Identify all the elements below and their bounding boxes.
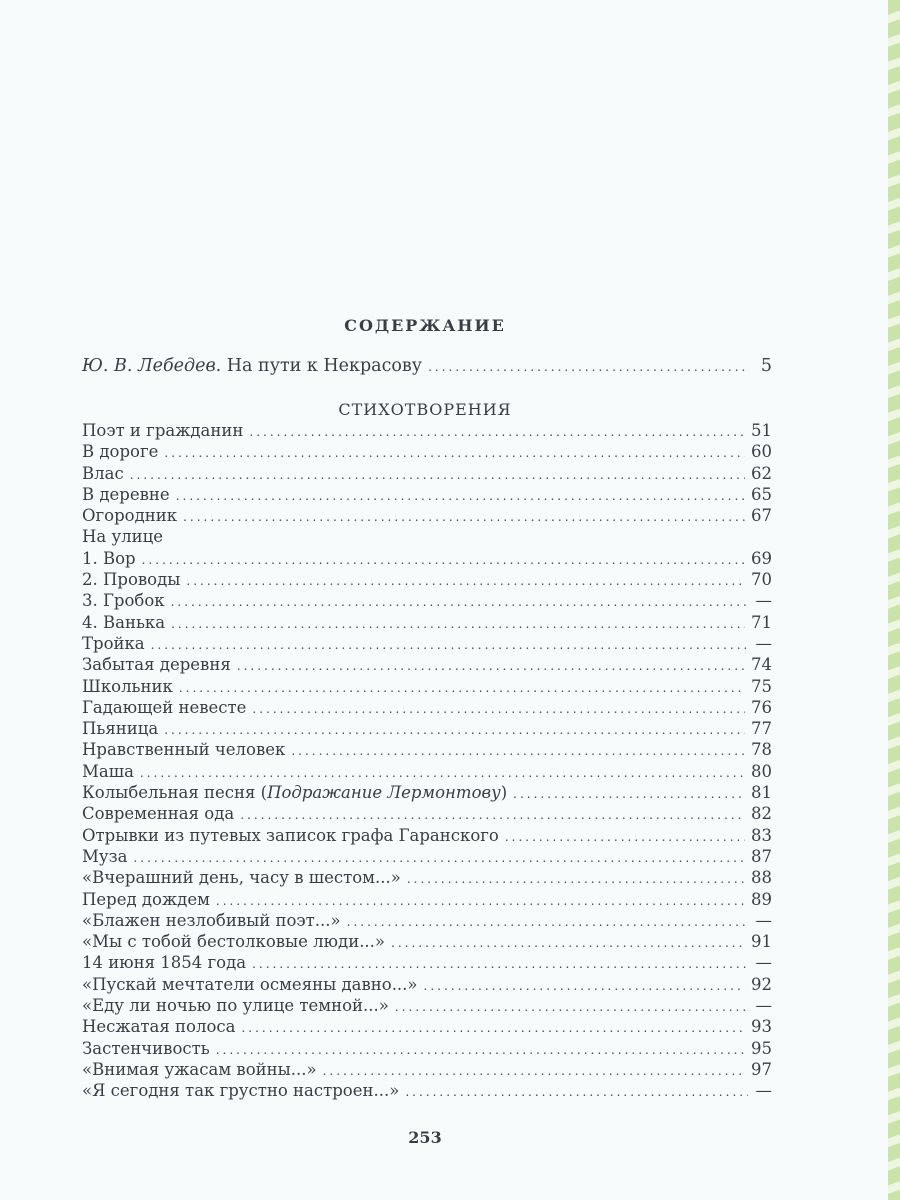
toc-entry[interactable] bbox=[82, 464, 772, 485]
entry-label-text: Несжатая полоса bbox=[82, 1017, 236, 1037]
entry-page: — bbox=[755, 633, 772, 653]
page-edge-green bbox=[888, 0, 900, 1200]
dot-leader bbox=[428, 360, 748, 374]
entry-page: 93 bbox=[751, 1017, 772, 1037]
entry-label bbox=[82, 698, 252, 717]
section-heading: СТИХОТВОРЕНИЯ bbox=[338, 400, 512, 419]
entry-label bbox=[82, 549, 142, 568]
entry-label bbox=[82, 1081, 405, 1100]
entry-label-text: Колыбельная песня ( bbox=[82, 783, 268, 803]
entry-page: 97 bbox=[751, 1059, 772, 1079]
toc-entry[interactable] bbox=[82, 698, 772, 719]
entry-label-text: Муза bbox=[82, 846, 128, 866]
entry-page: 62 bbox=[751, 463, 772, 483]
entry-label-text: Перед дождем bbox=[82, 889, 210, 909]
entry-label-text: «Еду ли ночью по улице темной...» bbox=[82, 996, 389, 1016]
page-title: СОДЕРЖАНИЕ bbox=[344, 316, 506, 335]
entry-label-text: Школьник bbox=[82, 676, 173, 696]
toc-entry[interactable] bbox=[82, 1081, 772, 1102]
dot-leader bbox=[240, 808, 745, 822]
toc-entry[interactable] bbox=[82, 442, 772, 463]
entry-page: — bbox=[755, 1081, 772, 1101]
intro-author: Ю. В. Лебедев. bbox=[82, 356, 222, 376]
entry-label-text: 1. Вор bbox=[82, 548, 136, 568]
entry-label bbox=[82, 421, 249, 440]
entry-page: 83 bbox=[751, 825, 772, 845]
intro-title: На пути к Некрасову bbox=[226, 356, 423, 376]
toc-entry[interactable] bbox=[82, 421, 772, 442]
entry-label bbox=[82, 464, 130, 483]
entry-page: 70 bbox=[751, 570, 772, 590]
entry-label-text: Застенчивость bbox=[82, 1038, 210, 1058]
entry-page: 71 bbox=[751, 612, 772, 632]
toc-entry[interactable] bbox=[82, 356, 772, 377]
entry-page: 76 bbox=[751, 697, 772, 717]
toc-entry[interactable] bbox=[82, 677, 772, 698]
toc-entry[interactable] bbox=[82, 506, 772, 527]
dot-leader bbox=[347, 915, 748, 929]
dot-leader bbox=[176, 489, 745, 503]
dot-leader bbox=[216, 1043, 745, 1057]
entry-page: 95 bbox=[751, 1038, 772, 1058]
page-number: 253 bbox=[408, 1128, 442, 1147]
toc-entry[interactable] bbox=[82, 485, 772, 506]
toc-entry[interactable] bbox=[82, 826, 772, 847]
entry-page: 60 bbox=[751, 442, 772, 462]
toc-entry[interactable] bbox=[82, 890, 772, 911]
dot-leader bbox=[186, 574, 745, 588]
entry-label bbox=[82, 996, 395, 1015]
entry-label bbox=[82, 1060, 323, 1079]
toc-entry[interactable] bbox=[82, 719, 772, 740]
entry-label-text: Современная ода bbox=[82, 804, 235, 824]
dot-leader bbox=[171, 595, 748, 609]
toc-entry[interactable] bbox=[82, 740, 772, 761]
entry-label bbox=[82, 1039, 216, 1058]
toc-entry[interactable] bbox=[82, 762, 772, 783]
toc-list bbox=[82, 421, 772, 1103]
entry-label-text: В дороге bbox=[82, 442, 159, 462]
entry-page: 89 bbox=[751, 889, 772, 909]
entry-label-text: Влас bbox=[82, 463, 124, 483]
entry-label bbox=[82, 890, 216, 909]
dot-leader bbox=[179, 681, 745, 695]
dot-leader bbox=[407, 872, 745, 886]
toc-entry[interactable] bbox=[82, 847, 772, 868]
dot-leader bbox=[505, 830, 745, 844]
toc-entry[interactable] bbox=[82, 527, 772, 548]
entry-label-text: Огородник bbox=[82, 506, 178, 526]
dot-leader bbox=[323, 1064, 745, 1078]
entry-label bbox=[82, 591, 171, 610]
entry-page: 81 bbox=[751, 783, 772, 803]
dot-leader bbox=[142, 553, 745, 567]
toc-entry[interactable] bbox=[82, 1039, 772, 1060]
dot-leader bbox=[252, 702, 745, 716]
entry-label-text: 4. Ванька bbox=[82, 612, 166, 632]
toc-entry[interactable] bbox=[82, 1060, 772, 1081]
dot-leader bbox=[164, 446, 745, 460]
entry-page: — bbox=[755, 591, 772, 611]
entry-label bbox=[82, 527, 169, 546]
entry-label-end: ) bbox=[500, 783, 508, 803]
entry-page: 67 bbox=[751, 506, 772, 526]
toc-entry[interactable] bbox=[82, 655, 772, 676]
entry-label-text: Забытая деревня bbox=[82, 655, 231, 675]
dot-leader bbox=[130, 468, 745, 482]
entry-page: 78 bbox=[751, 740, 772, 760]
dot-leader bbox=[140, 766, 745, 780]
entry-label-text: 14 июня 1854 года bbox=[82, 953, 247, 973]
dot-leader bbox=[513, 787, 745, 801]
entry-label-italic: Подражание Лермонтову bbox=[267, 783, 501, 803]
entry-label bbox=[82, 356, 428, 376]
entry-page: 88 bbox=[751, 868, 772, 888]
toc-intro bbox=[82, 356, 772, 377]
entry-label bbox=[82, 677, 179, 696]
entry-label-text: «Блажен незлобивый поэт...» bbox=[82, 910, 341, 930]
entry-label-text: Поэт и гражданин bbox=[82, 421, 244, 440]
entry-label-text: 3. Гробок bbox=[82, 591, 165, 611]
entry-label bbox=[82, 911, 347, 930]
dot-leader bbox=[237, 659, 745, 673]
toc-entry[interactable] bbox=[82, 975, 772, 996]
dot-leader bbox=[183, 510, 745, 524]
dot-leader bbox=[164, 723, 745, 737]
entry-page: 82 bbox=[751, 804, 772, 824]
entry-label bbox=[82, 740, 291, 759]
entry-label bbox=[82, 953, 252, 972]
dot-leader bbox=[249, 425, 745, 439]
dot-leader bbox=[424, 979, 745, 993]
dot-leader bbox=[395, 1000, 748, 1014]
entry-page: 92 bbox=[751, 974, 772, 994]
entry-label bbox=[82, 613, 171, 632]
entry-label-text: На улице bbox=[82, 527, 164, 547]
dot-leader bbox=[216, 894, 745, 908]
entry-label bbox=[82, 783, 513, 802]
dot-leader bbox=[133, 851, 745, 865]
toc-entry[interactable] bbox=[82, 570, 772, 591]
entry-page: 5 bbox=[760, 356, 772, 376]
entry-label-text: Нравственный человек bbox=[82, 740, 286, 760]
entry-page: — bbox=[755, 953, 772, 973]
entry-label bbox=[82, 719, 164, 738]
toc-entry[interactable] bbox=[82, 1017, 772, 1038]
dot-leader bbox=[151, 638, 748, 652]
entry-label bbox=[82, 1017, 241, 1036]
dot-leader bbox=[391, 936, 745, 950]
entry-label-text: «Мы с тобой бестолковые люди...» bbox=[82, 932, 386, 952]
entry-page: 75 bbox=[751, 676, 772, 696]
toc-entry[interactable] bbox=[82, 634, 772, 655]
entry-label-text: Тройка bbox=[82, 633, 145, 653]
dot-leader bbox=[291, 744, 745, 758]
entry-label-text: 2. Проводы bbox=[82, 570, 181, 590]
toc-entry[interactable] bbox=[82, 868, 772, 889]
dot-leader bbox=[171, 617, 745, 631]
entry-label bbox=[82, 485, 176, 504]
entry-page: 69 bbox=[751, 548, 772, 568]
entry-label bbox=[82, 804, 240, 823]
entry-label bbox=[82, 655, 237, 674]
entry-label-text: Отрывки из путевых записок графа Гаранского bbox=[82, 825, 499, 845]
entry-page: 87 bbox=[751, 846, 772, 866]
entry-label-text: Пьяница bbox=[82, 719, 159, 739]
entry-label bbox=[82, 932, 391, 951]
entry-label bbox=[82, 868, 407, 887]
entry-page: 91 bbox=[751, 932, 772, 952]
entry-label-text: «Пускай мечтатели осмеяны давно...» bbox=[82, 974, 418, 994]
toc-entry[interactable] bbox=[82, 804, 772, 825]
toc-entry[interactable] bbox=[82, 932, 772, 953]
entry-label-text: В деревне bbox=[82, 484, 170, 504]
entry-page: 77 bbox=[751, 719, 772, 739]
toc-entry[interactable] bbox=[82, 953, 772, 974]
entry-page: — bbox=[755, 910, 772, 930]
entry-label-text: Маша bbox=[82, 761, 134, 781]
entry-label-text: «Внимая ужасам войны...» bbox=[82, 1059, 317, 1079]
dot-leader bbox=[241, 1021, 745, 1035]
toc-entry[interactable] bbox=[82, 549, 772, 570]
entry-page: — bbox=[755, 996, 772, 1016]
entry-label bbox=[82, 506, 183, 525]
entry-label-text: «Вчерашний день, часу в шестом...» bbox=[82, 868, 401, 888]
entry-label bbox=[82, 570, 186, 589]
entry-label-text: Гадающей невесте bbox=[82, 697, 247, 717]
entry-label bbox=[82, 826, 505, 845]
entry-label bbox=[82, 847, 133, 866]
entry-label bbox=[82, 975, 424, 994]
entry-page: 65 bbox=[751, 484, 772, 504]
entry-label bbox=[82, 634, 151, 653]
toc-entry[interactable] bbox=[82, 911, 772, 932]
entry-label-text: «Я сегодня так грустно настроен...» bbox=[82, 1081, 400, 1101]
dot-leader bbox=[252, 957, 748, 971]
entry-page: 74 bbox=[751, 655, 772, 675]
toc-entry[interactable] bbox=[82, 996, 772, 1017]
toc-entry[interactable] bbox=[82, 613, 772, 634]
entry-label bbox=[82, 762, 140, 781]
toc-entry[interactable] bbox=[82, 591, 772, 612]
dot-leader bbox=[405, 1085, 748, 1099]
entry-label bbox=[82, 442, 164, 461]
entry-page: 80 bbox=[751, 761, 772, 781]
entry-page: 51 bbox=[751, 421, 772, 440]
toc-entry[interactable] bbox=[82, 783, 772, 804]
